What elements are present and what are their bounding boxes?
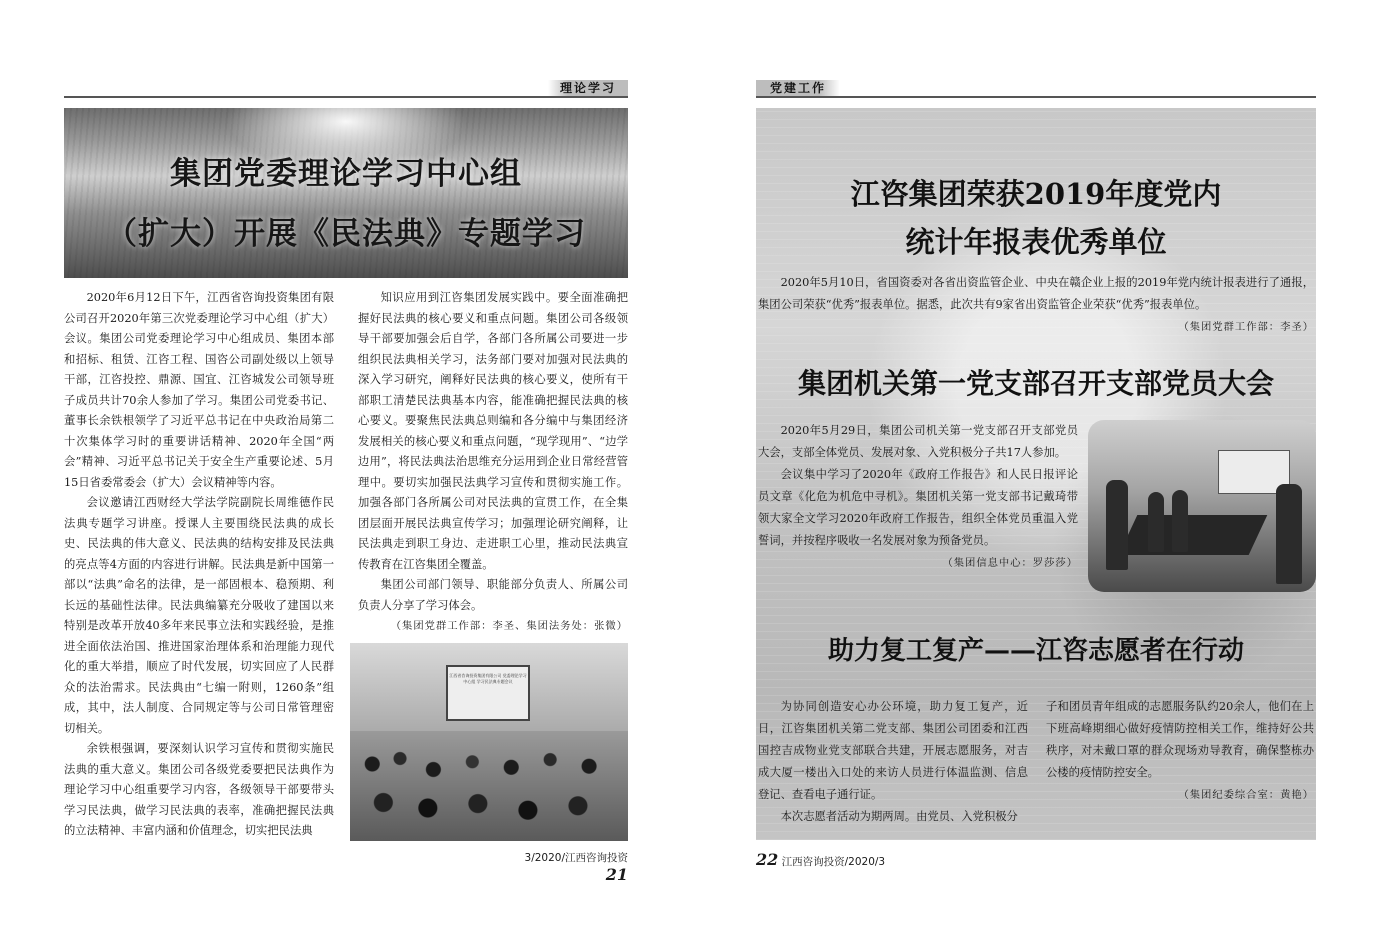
section-tag-theory-study: 理论学习 <box>548 80 628 96</box>
left-column-1 <box>64 288 334 842</box>
paragraph: 子和团员青年组成的志愿服务队约20余人，他们在上下班高峰期细心做好疫情防控相关工作，维持好公共秩序，对未戴口罩的群众现场劝导教育，确保整栋办公楼的疫情防控安全。 <box>1046 700 1314 779</box>
article3-credit: （集团纪委综合室：黄艳） <box>1178 789 1314 801</box>
header-rule-right <box>756 96 1316 98</box>
page-number: 22 <box>756 850 779 869</box>
article3-column-2 <box>1046 696 1314 806</box>
meeting-photo <box>350 643 628 841</box>
paragraph: 知识应用到江咨集团发展实践中。要全面准确把握好民法典的核心要义和重点问题。集团公司各级领导干部要加强会后自学，各部门各所属公司要进一步组织民法典相关学习，法务部门要对加强对民法典的深入学习研究，阐释好民法典的核心要义，使所有干部职工清楚民法典基本内容，能准确把握民法典的核心要义。要聚焦民法典总则编和各分编中与集团经济发展相关的核心要义和重点问题，“现学现用”、“边学边用”，将民法典法治思维充分运用到企业日常经营管理中。要切实加强民法典学习宣传和贯彻实施工作。加强各部门各所属公司对民法典的宣贯工作，在全集团层面开展民法典宣传学习；加强理论研究阐释，让民法典走到职工身边、走进职工心里，推动民法典宣传教育在江咨集团全覆盖。 <box>358 291 628 571</box>
party-meeting-photo <box>1088 420 1316 592</box>
paragraph: 会议邀请江西财经大学法学院副院长周维德作民法典专题学习讲座。授课人主要围绕民法典的成长史、民法典的伟大意义、民法典的结构安排及民法典的亮点等4方面的内容进行讲解。民法典是新中国第一部以“法典”命名的法律，是一部固根本、稳预期、利长远的基础性法律。民法典编纂充分吸收了建国以来特别是改革开放40多年来民事立法和实践经验，是推进全面依法治国、推进国家治理体系和治理能力现代化的重大举措，顺应了时代发展，切实回应了人民群众的法治需求。民法典由“七编一附则，1260条”组成，其中，法人制度、合同规定等与公司日常管理密切相关。 <box>64 496 334 735</box>
page-number: 21 <box>605 865 628 884</box>
footer-issue: 3/2020/江西咨询投资 <box>524 852 628 864</box>
page-footer-left <box>500 850 628 884</box>
paragraph: 会议集中学习了2020年《政府工作报告》和人民日报评论员文章《化危为机危中寻机》。集团机关第一党支部书记戴琦带领大家全文学习2020年政府工作报告，组织全体党员重温入党誓词，并按程序吸收一名发展对象为预备党员。 <box>758 468 1078 547</box>
paragraph: 2020年6月12日下午，江西省咨询投资集团有限公司召开2020年第三次党委理论学习中心组（扩大）会议。集团公司党委理论学习中心组成员、集团本部和招标、租赁、江咨工程、国咨公司副处级以上领导干部，江咨投控、鼎源、国宜、江咨城发公司领导班子成员共计70余人参加了学习。集团公司党委书记、董事长余铁根领学了习近平总书记在中央政治局第二十次集体学习时的重要讲话精神、2020年全国“两会”精神、习近平总书记关于安全生产重要论述、5月15日省委常委会（扩大）会议精神等内容。 <box>64 291 334 489</box>
paragraph: 为协同创造安心办公环境，助力复工复产，近日，江咨集团机关第二党支部、集团公司团委和江西国控吉成物业党支部联合共建，开展志愿服务，对吉成大厦一楼出入口处的来访人员进行体温监测、信息登记、查看电子通行证。 <box>758 700 1028 801</box>
paragraph: 2020年5月29日，集团公司机关第一党支部召开支部党员大会，支部全体党员、发展对象、入党积极分子共17人参加。 <box>758 424 1078 459</box>
article1-credit: （集团党群工作部：李圣） <box>1178 321 1314 333</box>
projector-screen-text: 江西省咨询投资集团有限公司 党委理论学习中心组 学习民法典专题会议 <box>446 665 530 721</box>
paragraph: 集团公司部门领导、职能部分负责人、所属公司负责人分享了学习体会。 <box>358 578 628 612</box>
left-column-2 <box>358 288 628 636</box>
page-footer-right <box>756 850 916 869</box>
article2-title: 集团机关第一党支部召开支部党员大会 <box>797 367 1274 400</box>
article3-column-1 <box>758 696 1028 828</box>
section-tag-party-work: 党建工作 <box>756 80 840 96</box>
article-banner <box>64 108 628 278</box>
article-title-line1: 集团党委理论学习中心组 <box>170 156 522 192</box>
paragraph: 本次志愿者活动为期两周。由党员、入党积极分 <box>780 810 1018 823</box>
article2-credit: （集团信息中心：罗莎莎） <box>942 557 1078 569</box>
header-rule-left <box>64 96 628 98</box>
article-credit: （集团党群工作部：李圣、集团法务处：张微） <box>390 620 628 632</box>
article2-body <box>758 420 1078 574</box>
article1-body: 2020年5月10日，省国资委对各省出资监管企业、中央在赣企业上报的2019年党内统计报表进行了通报，集团公司荣获“优秀”报表单位。据悉，此次共有9家省出资监管企业荣获“优秀”报表单位。 （集团党群工作部：李圣） <box>758 272 1314 338</box>
article1-title-line2: 统计年报表优秀单位 <box>905 225 1167 259</box>
article3-title: 助力复工复产——江咨志愿者在行动 <box>827 636 1244 666</box>
paragraph: 余铁根强调，要深刻认识学习宣传和贯彻实施民法典的重大意义。集团公司各级党委要把民法典作为理论学习中心组重要学习内容，各级领导干部要带头学习民法典，做学习民法典的表率，准确把握民法典的立法精神、丰富内涵和价值理念，切实把民法典 <box>64 742 334 837</box>
article-title-line2: （扩大）开展《民法典》专题学习 <box>106 216 586 252</box>
footer-issue: 江西咨询投资/2020/3 <box>781 856 886 868</box>
article1-title-line1: 江咨集团荣获2019年度党内 <box>850 177 1222 211</box>
